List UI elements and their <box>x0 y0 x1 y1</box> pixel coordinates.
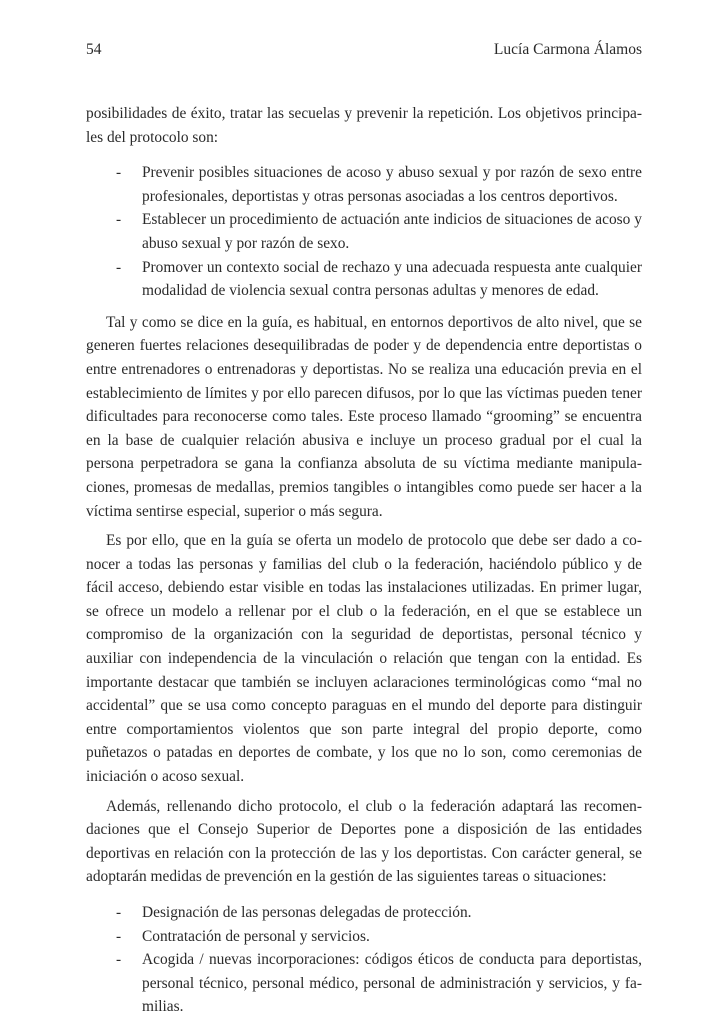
list-item <box>86 256 642 303</box>
list-item <box>86 208 642 255</box>
dash-bullet: - <box>116 164 122 182</box>
list-item-text: Acogida / nuevas incorporaciones: códigos éticos de conducta para deportistas, personal técnico, personal médico, personal de administración y servicios, y familias. <box>142 951 642 1016</box>
dash-bullet: - <box>116 927 122 945</box>
body-paragraph-recommendations: Además, rellenando dicho protocolo, el club o la federación adaptará las recomendaciones que el Consejo Superior de Deportes pone a disposición de las entidades deportivas en relación con la protección de las y los deportistas. Con carácter general, se adoptarán medidas de prevención en la gestión de las siguientes tareas o situaciones: <box>86 797 642 886</box>
intro-paragraph: posibilidades de éxito, tratar las secuelas y prevenir la repetición. Los objetivos principales del protocolo son: <box>86 105 642 146</box>
list-item-text: Promover un contexto social de rechazo y una adecuada respuesta ante cualquier modalidad de violencia sexual contra personas adultas y menores de edad. <box>142 258 642 300</box>
dash-bullet: - <box>116 904 122 921</box>
list-item-text: Establecer un procedimiento de actuación ante indicios de situaciones de acoso y abuso sexual y por razón de sexo. <box>142 211 642 252</box>
list-item-text: Designación de las personas delegadas de protección. <box>142 904 472 921</box>
body-paragraph-grooming: Tal y como se dice en la guía, es habitual, en entornos deportivos de alto nivel, que se generen fuertes relaciones desequilibradas de poder y de dependencia entre deportistas o entre entrenadores o entrenadoras y deportistas. No se realiza una educación previa en el establecimiento de límites y por ello parecen difusos, por lo que las víctimas pueden tener dificultades para reconocerse como tales. Este proceso llamado “grooming” se encuentra en la base de cualquier relación abusiva e incluye un proceso gradual por el cual la persona perpetradora se gana la confianza absoluta de su víctima mediante manipulaciones, promesas de medallas, premios tangibles o intangibles como puede ser hacer a la víctima sentirse especial, superior o más segura. <box>86 313 642 520</box>
list-item <box>86 925 642 949</box>
dash-bullet: - <box>116 258 122 276</box>
page-number: 54 <box>86 41 102 58</box>
dash-bullet: - <box>116 951 122 969</box>
list-item-text: Contratación de personal y servicios. <box>142 927 370 945</box>
measures-list <box>86 901 642 1019</box>
body-paragraph-protocol-model: Es por ello, que en la guía se oferta un modelo de protocolo que debe ser dado a conocer a todas las personas y familias del club o la federación, haciéndolo público y de fácil acceso, debiendo estar visible en todas las instalaciones utilizadas. En primer lugar, se ofrece un modelo a rellenar por el club o la federación, en el que se establece un compromiso de la organización con la seguridad de deportistas, personal técnico y auxiliar con independencia de la vinculación o relación que tengan con la entidad. Es importante destacar que también se incluyen aclaraciones terminológicas como “mal no accidental” que se usa como concepto paraguas en el mundo del deporte para distinguir entre comportamientos violentos que son parte integral del propio deporte, como puñetazos o patadas en deportes de combate, y los que no lo son, como ceremonias de iniciación o acoso sexual. <box>86 532 642 786</box>
running-header <box>86 40 642 60</box>
book-page <box>86 40 642 1027</box>
list-item-text: Prevenir posibles situaciones de acoso y abuso sexual y por razón de sexo entre profesionales, deportistas y otras personas asociadas a los centros deportivos. <box>142 164 642 205</box>
list-item <box>86 161 642 208</box>
dash-bullet: - <box>116 211 122 229</box>
list-item <box>86 948 642 1019</box>
running-author: Lucía Carmona Álamos <box>493 41 642 58</box>
objectives-list <box>86 161 642 303</box>
list-item <box>86 901 642 925</box>
